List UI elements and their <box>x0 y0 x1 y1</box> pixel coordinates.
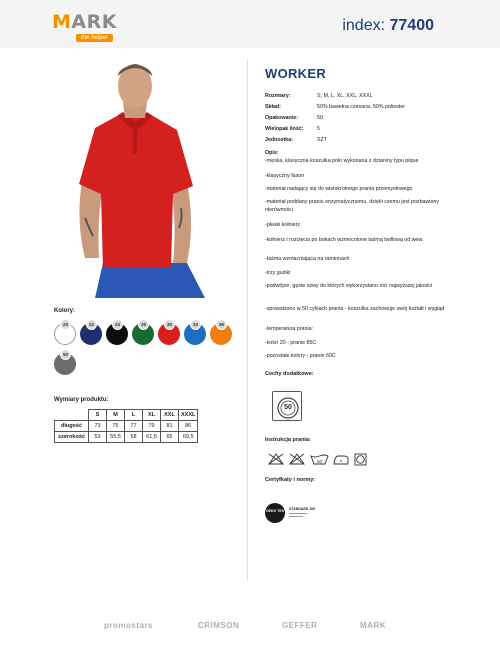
size-header: M <box>107 410 125 421</box>
color-code-badge: 36 <box>216 319 227 330</box>
table-cell: 65 <box>161 432 179 443</box>
size-header: XL <box>143 410 161 421</box>
spec-value: 50% bawełna czesana, 50% poliester <box>317 104 406 110</box>
page-header <box>0 0 500 48</box>
description-item: -pozostałe kolory - pranie 60C <box>265 353 336 359</box>
table-cell: 77 <box>125 421 143 432</box>
description-item: -sprawdzono w 50 cyklach prania - koszulka zachowuje swój kształt i wygląd <box>265 306 445 312</box>
brand-crimson: CRIMSON <box>198 621 240 630</box>
size-header: S <box>89 410 107 421</box>
table-row <box>55 421 198 432</box>
size-table <box>54 409 198 443</box>
spec-key: Opakowanie: <box>265 115 298 121</box>
extra-features-title: Cechy dodatkowe: <box>265 371 314 377</box>
color-code-badge: 30 <box>164 319 175 330</box>
oeko-tex-logo <box>265 501 325 525</box>
no-bleach-icon <box>269 454 283 464</box>
spec-value: S, M, L, XL, XXL, XXXL <box>317 93 373 99</box>
description-item: -kolor 20 - pranie 85C <box>265 340 317 346</box>
footer-brands <box>0 612 500 640</box>
brand-geffer: GEFFER <box>282 621 318 630</box>
description-item: -kołnierz i rozcięcia po bokach wzmocnione taśmą twillową od wew. <box>265 237 424 243</box>
color-code-badge: 33 <box>190 319 201 330</box>
table-cell: 73 <box>89 421 107 432</box>
mark-logo <box>52 11 132 45</box>
size-header: XXL <box>161 410 179 421</box>
product-photo <box>55 58 215 298</box>
oeko-tex-certificate <box>265 501 325 525</box>
spec-value: 5 <box>317 126 320 132</box>
spec-row <box>265 126 320 132</box>
table-cell: 86 <box>179 421 198 432</box>
table-cell: 79 <box>143 421 161 432</box>
description-item: -klasyczny fason <box>265 173 305 179</box>
table-row <box>55 432 198 443</box>
wash-cycles-icon <box>272 391 302 421</box>
product-index: index: 77400 <box>342 17 434 34</box>
description-item: -materiał nadający się do wielokrotnego prania przemysłowego <box>265 186 413 192</box>
size-header: XXXL <box>179 410 198 421</box>
spec-row <box>265 93 373 99</box>
description-item: -taśma wzmacniająca na ramionach <box>265 256 350 262</box>
svg-text:STANDARD 100: STANDARD 100 <box>289 507 316 511</box>
colors-label: Kolory: <box>54 308 75 314</box>
product-title: WORKER <box>265 66 327 81</box>
spec-value: SZT <box>317 137 328 143</box>
table-cell: 69,5 <box>179 432 198 443</box>
svg-text:OEKO TEX: OEKO TEX <box>265 509 285 513</box>
table-cell: 58 <box>125 432 143 443</box>
care-title: Instrukcja prania: <box>265 437 311 443</box>
description-item: -materiał poddany praniu enzymatycznemu, dzięki czemu jest pozbawiony nierówności <box>265 199 439 213</box>
size-header: L <box>125 410 143 421</box>
wash-tub-icon <box>311 455 328 464</box>
description-item: -męska, klasyczna koszulka polo wykonana z dzianiny typu pique <box>265 158 419 164</box>
spec-row <box>265 104 405 110</box>
table-cell: 75 <box>107 421 125 432</box>
brand-promostars: promostars <box>104 621 154 630</box>
iron-icon <box>334 456 348 464</box>
table-cell: 53 <box>89 432 107 443</box>
spec-value: 50 <box>317 115 323 121</box>
no-tumble-dry-icon <box>290 454 304 464</box>
wash-temp-label: 60 <box>316 459 323 464</box>
table-corner <box>55 410 89 421</box>
spec-key: Skład: <box>265 104 281 110</box>
column-divider <box>247 60 248 580</box>
certs-title: Certyfkaty i normy: <box>265 477 316 483</box>
spec-key: Jednostka: <box>265 137 293 143</box>
color-code-badge: 20 <box>60 319 71 330</box>
table-cell: 61,5 <box>143 432 161 443</box>
color-code-badge: 22 <box>86 319 97 330</box>
color-code-badge: 26 <box>138 319 149 330</box>
row-label: szerokość <box>55 432 89 443</box>
logo-tagline: the helper <box>76 34 113 42</box>
tumble-dry-icon <box>355 454 366 465</box>
description-item: -trzy guziki <box>265 270 291 276</box>
sizes-label: Wymiary produktu: <box>54 397 109 403</box>
table-header-row <box>55 410 198 421</box>
row-label: długość <box>55 421 89 432</box>
color-code-badge: 24 <box>112 319 123 330</box>
spec-key: Wielopak ilość: <box>265 126 304 132</box>
table-cell: 81 <box>161 421 179 432</box>
spec-row <box>265 115 323 121</box>
spec-key: Rozmiary: <box>265 93 291 99</box>
color-code-badge: 50 <box>60 349 71 360</box>
brand-mark: MARK <box>360 621 386 630</box>
description-item: -podwójne, gęste szwy do których wykorzystano nici najwyższej jakości <box>265 283 433 289</box>
table-cell: 55,5 <box>107 432 125 443</box>
logo-wordmark: MARK <box>52 11 117 33</box>
description-item: -płaski kołnierz <box>265 222 301 228</box>
description-title: Opis: <box>265 150 279 156</box>
spec-row <box>265 137 327 143</box>
care-icons <box>268 452 378 466</box>
description-item: -temperatura prania: <box>265 326 313 332</box>
wash-cycles-value: 50 <box>284 404 292 411</box>
